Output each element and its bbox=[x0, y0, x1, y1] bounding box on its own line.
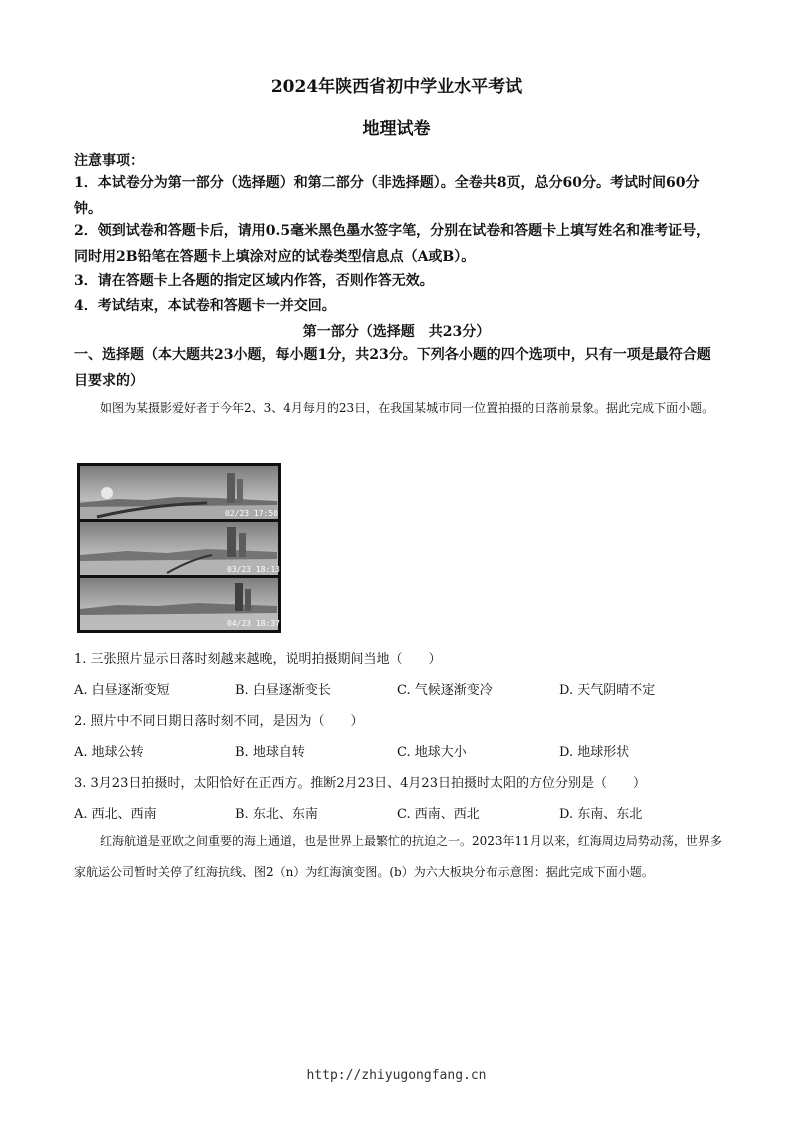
photo-panel-mar bbox=[80, 522, 280, 575]
question-3-options bbox=[74, 803, 724, 823]
red-sea-passage: 红海航道是亚欧之间重要的海上通道，也是世界上最繁忙的抗迫之一。2023年11月以来，红海周边局势动荡，世界多家航运公司暂时关停了红海抗线、图2（n）为红海演变图。(b）为六大板块分布示意图：据此完成下面小题。 bbox=[74, 834, 722, 879]
question-1-option-d: D. 天气阴晴不定 bbox=[559, 683, 656, 698]
photo-timestamp-mar: 03/23 18:13 bbox=[227, 565, 280, 574]
question-3-option-d: D. 东南、东北 bbox=[559, 807, 643, 822]
question-3-stem: 3. 3月23日拍摄时，太阳恰好在正西方。推断2月23日、4月23日拍摄时太阳的方位分别是（ ） bbox=[74, 776, 646, 791]
footer-url: http://zhiyugongfang.cn bbox=[306, 1068, 487, 1083]
photo-panel-apr bbox=[80, 578, 280, 630]
note-item-1: 1．本试卷分为第一部分（选择题）和第二部分（非选择题）。全卷共8页，总分60分。考试时间60分钟。 bbox=[74, 175, 700, 217]
question-1-options bbox=[74, 679, 724, 699]
question-2-option-d: D. 地球形状 bbox=[559, 745, 630, 760]
question-3-option-c: C. 西南、西北 bbox=[397, 807, 480, 822]
photo-timestamp-apr: 04/23 18:37 bbox=[227, 619, 280, 628]
exam-subtitle: 地理试卷 bbox=[362, 119, 431, 139]
photo-timestamp-feb: 02/23 17:50 bbox=[225, 509, 278, 518]
question-2-stem: 2. 照片中不同日期日落时刻不同，是因为（ ） bbox=[74, 714, 364, 729]
question-2-option-c: C. 地球大小 bbox=[397, 745, 467, 760]
question-1-stem: 1. 三张照片显示日落时刻越来越晚，说明拍摄期间当地（ ） bbox=[74, 652, 442, 667]
photo-panel-feb bbox=[80, 466, 278, 519]
question-3-option-a: A. 西北、西南 bbox=[74, 807, 157, 822]
sunset-photo-strip bbox=[77, 463, 281, 633]
note-item-2: 2．领到试卷和答题卡后，请用0.5毫米黑色墨水签字笔，分别在试卷和答题卡上填写姓名和准考证号，同时用2B铅笔在答题卡上填涂对应的试卷类型信息点（A或B）。 bbox=[74, 223, 711, 265]
sunset-photos bbox=[77, 463, 281, 633]
photo-intro: 如图为某摄影爱好者于今年2、3、4月每月的23日，在我国某城市同一位置拍摄的日落前景象。据此完成下面小题。 bbox=[100, 401, 715, 415]
section-heading: 一、选择题（本大题共23小题，每小题1分，共23分。下列各小题的四个选项中，只有一项是最符合题目要求的） bbox=[74, 347, 711, 389]
note-item-4: 4．考试结束，本试卷和答题卡一并交回。 bbox=[74, 298, 336, 314]
notes-heading: 注意事项： bbox=[74, 153, 144, 169]
note-item-3: 3．请在答题卡上各题的指定区域内作答，否则作答无效。 bbox=[74, 273, 434, 289]
question-2-options bbox=[74, 741, 724, 761]
question-2-option-a: A. 地球公转 bbox=[74, 745, 144, 760]
exam-title: 2024年陕西省初中学业水平考试 bbox=[270, 77, 523, 97]
part1-title: 第一部分（选择题 共23分） bbox=[302, 324, 491, 340]
question-1-option-b: B. 白昼逐渐变长 bbox=[235, 683, 331, 698]
question-1-option-c: C. 气候逐渐变冷 bbox=[397, 683, 493, 698]
question-3-option-b: B. 东北、东南 bbox=[235, 807, 318, 822]
question-2-option-b: B. 地球自转 bbox=[235, 745, 305, 760]
question-1-option-a: A. 白昼逐渐变短 bbox=[74, 683, 170, 698]
